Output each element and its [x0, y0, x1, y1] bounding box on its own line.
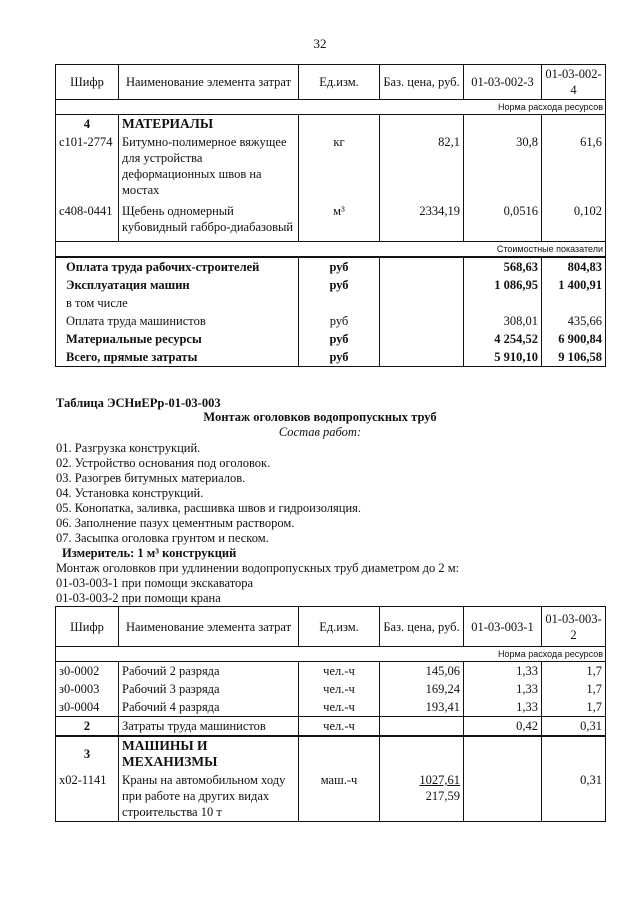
row-value-2: 1,7 [542, 680, 606, 698]
row-unit: чел.-ч [299, 717, 380, 737]
total-value-2: 9 106,58 [542, 348, 606, 367]
row-code: х02-1141 [56, 771, 119, 822]
row-price: 82,1 [380, 133, 464, 199]
row-price-1: 1027,61 [419, 773, 460, 787]
col-header-variant-1: 01-03-002-3 [464, 65, 542, 100]
col-header-code: Шифр [56, 65, 119, 100]
row-unit: маш.-ч [299, 771, 380, 822]
row-unit: м³ [299, 199, 380, 242]
table-label: Таблица ЭСНиЕРр-01-03-003 [56, 396, 221, 410]
row-value-1: 0,0516 [464, 199, 542, 242]
row-unit: чел.-ч [299, 680, 380, 698]
col-header-variant-2: 01-03-002-4 [542, 65, 606, 100]
row-code: с101-2774 [56, 133, 119, 199]
total-value-1: 568,63 [464, 257, 542, 276]
row-unit: чел.-ч [299, 698, 380, 717]
row-name: Краны на автомобильном ходу при работе на других видах строительства 10 т [119, 771, 299, 822]
total-name: Оплата труда машинистов [56, 312, 299, 330]
total-value-1: 308,01 [464, 312, 542, 330]
row-price-2: 217,59 [425, 789, 460, 803]
total-name: в том числе [56, 294, 299, 312]
section-title: МАТЕРИАЛЫ [119, 115, 299, 134]
row-unit: чел.-ч [299, 662, 380, 681]
table-row [56, 698, 606, 717]
norm-label: Норма расхода ресурсов [56, 100, 606, 115]
row-price: 145,06 [380, 662, 464, 681]
total-unit: руб [299, 348, 380, 367]
section-title: МАШИНЫ И МЕХАНИЗМЫ [119, 736, 299, 771]
totals-body [56, 257, 606, 367]
row-code: с408-0441 [56, 199, 119, 242]
variant-item: 01-03-003-2 при помощи крана [56, 591, 221, 605]
col-header-name: Наименование элемента затрат [119, 607, 299, 647]
row-value-1: 1,33 [464, 698, 542, 717]
col-header-price: Баз. цена, руб. [380, 65, 464, 100]
total-unit: руб [299, 330, 380, 348]
total-value-1: 5 910,10 [464, 348, 542, 367]
row-value-1: 30,8 [464, 133, 542, 199]
work-item: 02. Устройство основания под оголовок. [56, 456, 271, 470]
col-header-name: Наименование элемента затрат [119, 65, 299, 100]
variant-item: 01-03-003-1 при помощи экскаватора [56, 576, 254, 590]
work-item: 04. Установка конструкций. [56, 486, 204, 500]
row-code: з0-0004 [56, 698, 119, 717]
col-header-variant-2: 01-03-003-2 [542, 607, 606, 647]
row-name: Битумно-полимерное вяжущее для устройства деформационных швов на мостах [119, 133, 299, 199]
col-header-price: Баз. цена, руб. [380, 607, 464, 647]
work-item: 06. Заполнение пазух цементным раствором. [56, 516, 295, 530]
total-name: Оплата труда рабочих-строителей [56, 257, 299, 276]
row-name: Рабочий 4 разряда [119, 698, 299, 717]
norm-label: Норма расхода ресурсов [56, 647, 606, 662]
row-name: Щебень одномерный кубовидный габбро-диабазовый [119, 199, 299, 242]
row-value-2: 61,6 [542, 133, 606, 199]
table-row [56, 199, 606, 242]
total-unit: руб [299, 312, 380, 330]
total-unit: руб [299, 257, 380, 276]
row-value-1: 0,42 [464, 717, 542, 737]
row-value-2: 1,7 [542, 662, 606, 681]
total-name: Всего, прямые затраты [56, 348, 299, 367]
table-row [56, 717, 606, 737]
row-value-2: 0,31 [542, 717, 606, 737]
col-header-variant-1: 01-03-003-1 [464, 607, 542, 647]
page-number: 32 [313, 36, 327, 51]
cost-label: Стоимостные показатели [56, 242, 606, 258]
total-value-1: 1 086,95 [464, 276, 542, 294]
row-value-1: 1,33 [464, 662, 542, 681]
row-code: з0-0003 [56, 680, 119, 698]
total-name: Эксплуатация машин [56, 276, 299, 294]
row-value-2: 1,7 [542, 698, 606, 717]
col-header-code: Шифр [56, 607, 119, 647]
table-row [56, 133, 606, 199]
row-value-2: 0,102 [542, 199, 606, 242]
row-price: 193,41 [380, 698, 464, 717]
row-value-1 [464, 771, 542, 822]
resource-table-2 [55, 606, 606, 822]
row-code: з0-0002 [56, 662, 119, 681]
section-subtitle: Состав работ: [278, 425, 362, 439]
row-value-2: 0,31 [542, 771, 606, 822]
description: Монтаж оголовков при удлинении водопропускных труб диаметром до 2 м: [56, 561, 460, 575]
row-value-1: 1,33 [464, 680, 542, 698]
total-value-2: 6 900,84 [542, 330, 606, 348]
section-number: 4 [56, 115, 119, 134]
col-header-unit: Ед.изм. [299, 607, 380, 647]
row-price: 169,24 [380, 680, 464, 698]
table-row [56, 771, 606, 822]
work-item: 01. Разгрузка конструкций. [56, 441, 201, 455]
work-item: 03. Разогрев битумных материалов. [56, 471, 246, 485]
work-item: 05. Конопатка, заливка, расшивка швов и гидроизоляция. [56, 501, 362, 515]
section-number: 2 [56, 717, 119, 737]
total-name: Материальные ресурсы [56, 330, 299, 348]
row-unit: кг [299, 133, 380, 199]
total-unit: руб [299, 276, 380, 294]
row-price: 2334,19 [380, 199, 464, 242]
section-title: Монтаж оголовков водопропускных труб [203, 410, 437, 424]
row-name: Затраты труда машинистов [119, 717, 299, 737]
total-value-1: 4 254,52 [464, 330, 542, 348]
measure: Измеритель: 1 м³ конструкций [62, 546, 237, 560]
total-value-2: 1 400,91 [542, 276, 606, 294]
total-value-2: 804,83 [542, 257, 606, 276]
table-row [56, 662, 606, 681]
section-number: 3 [56, 736, 119, 771]
row-name: Рабочий 2 разряда [119, 662, 299, 681]
work-item: 07. Засыпка оголовка грунтом и песком. [56, 531, 269, 545]
table-row [56, 680, 606, 698]
col-header-unit: Ед.изм. [299, 65, 380, 100]
resource-table-1 [55, 64, 606, 367]
row-name: Рабочий 3 разряда [119, 680, 299, 698]
total-value-2: 435,66 [542, 312, 606, 330]
